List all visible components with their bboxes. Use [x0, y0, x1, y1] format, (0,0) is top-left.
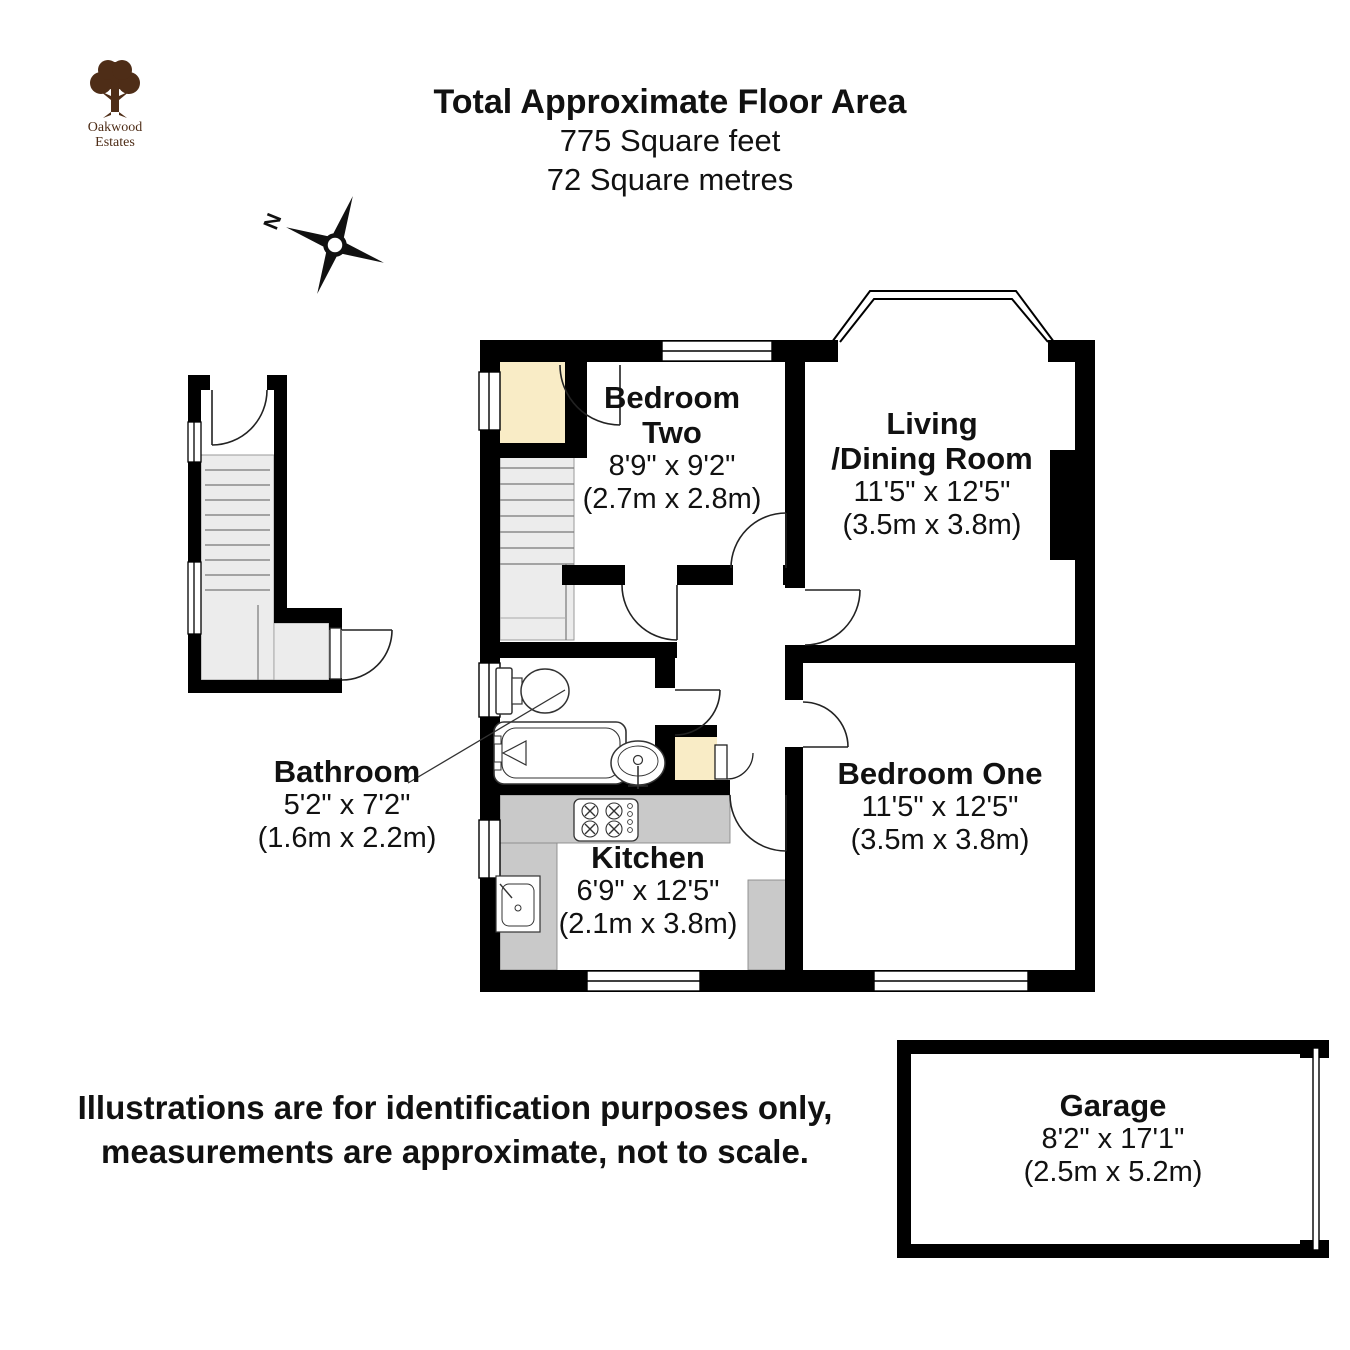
logo-text-line2: Estates: [95, 135, 135, 151]
chimney-breast: [1050, 450, 1077, 560]
bedroom-two-label: Bedroom Two 8'9" x 9'2" (2.7m x 2.8m): [582, 380, 762, 515]
hall-left-window: [479, 372, 500, 430]
disclaimer: [35, 1086, 875, 1173]
bathroom-fixtures: [494, 668, 665, 789]
bathtub-icon: [494, 722, 626, 784]
disclaimer-line1: Illustrations are for identification purposes only,: [77, 1089, 833, 1126]
area-metres: 72 Square metres: [546, 161, 794, 197]
kitchen-label: Kitchen 6'9" x 12'5" (2.1m x 3.8m): [558, 840, 738, 940]
entrance-hall: [188, 375, 392, 693]
entrance-window-upper: [188, 422, 201, 462]
bedroom-two-window: [662, 341, 772, 361]
logo-text-line1: Oakwood: [87, 120, 143, 135]
kitchen-window: [587, 971, 700, 991]
airing-cupboard-door: [715, 745, 753, 779]
sink-icon: [496, 876, 540, 932]
compass-north-label: N: [259, 210, 287, 233]
bedroom-one-window: [874, 971, 1028, 991]
stairs-lower: [201, 455, 329, 680]
entrance-top-door: [212, 390, 267, 445]
bedroom-one-label: Bedroom One 11'5" x 12'5" (3.5m x 3.8m): [837, 756, 1043, 856]
area-feet: 775 Square feet: [559, 123, 781, 159]
garage-label: Garage 8'2" x 17'1" (2.5m x 5.2m): [1023, 1088, 1203, 1188]
page-title: Total Approximate Floor Area: [433, 83, 907, 121]
stairs-upper: [500, 450, 574, 640]
storage-cupboard: [497, 352, 565, 443]
front-door: [330, 628, 392, 680]
bedroom-one-door: [803, 702, 848, 747]
kitchen-door: [730, 795, 786, 851]
bedroom-two-door: [731, 513, 786, 568]
living-room-door: [805, 590, 860, 645]
toilet-icon: [496, 668, 569, 714]
airing-cupboard: [675, 737, 717, 783]
entrance-window-lower: [188, 562, 201, 634]
hob-icon: [574, 799, 638, 841]
living-dining-label: Living /Dining Room 11'5" x 12'5" (3.5m x 3.8m): [831, 406, 1033, 541]
bay-window: [832, 291, 1054, 362]
kitchen-side-window: [479, 820, 500, 878]
disclaimer-line2: measurements are approximate, not to scale.: [101, 1132, 809, 1170]
garage-door: [1313, 1048, 1319, 1250]
landing-door: [622, 585, 677, 640]
bathroom-label: Bathroom 5'2" x 7'2" (1.6m x 2.2m): [257, 754, 437, 854]
